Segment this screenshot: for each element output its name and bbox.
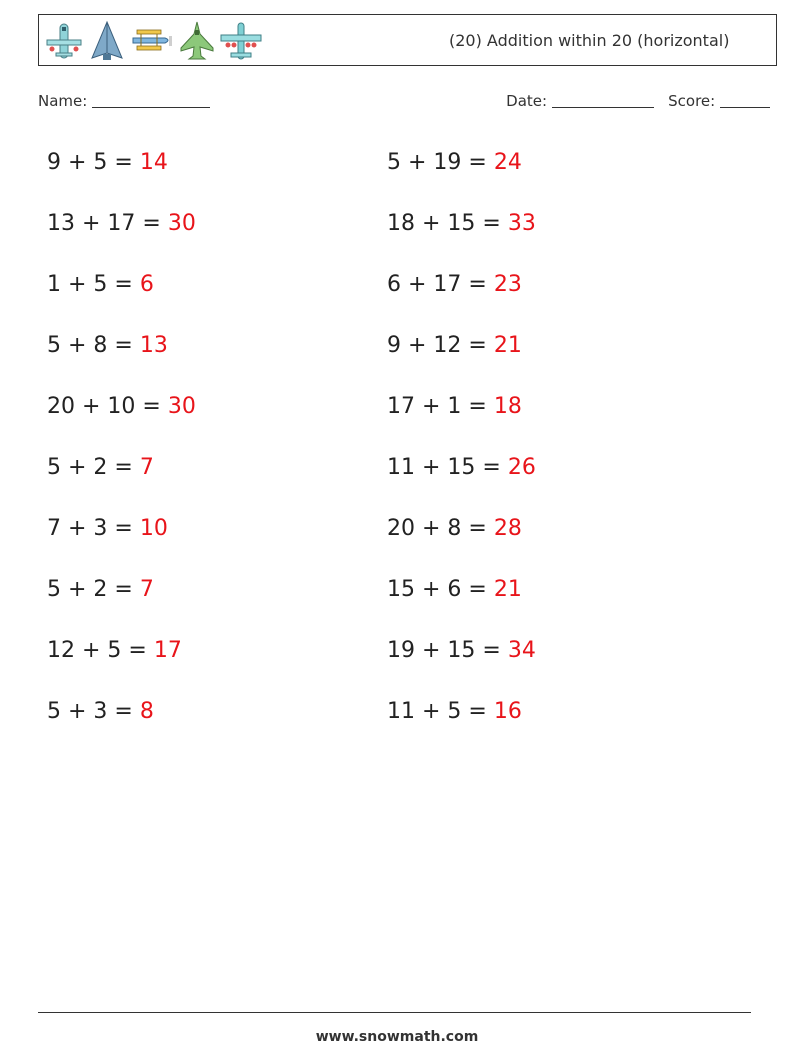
problem-question: 5 + 3 = <box>47 699 133 724</box>
problem-answer: 17 <box>153 638 182 663</box>
problem-question: 17 + 1 = <box>387 394 487 419</box>
problem-item <box>387 329 522 363</box>
problem-item <box>387 268 522 302</box>
problem-item <box>387 695 522 729</box>
footer-site: www.snowmath.com <box>315 1029 479 1045</box>
problem-row <box>47 207 747 268</box>
problem-item <box>47 207 196 241</box>
biplane-icon <box>129 20 175 62</box>
problem-item <box>387 634 536 668</box>
date-blank[interactable] <box>552 107 654 108</box>
problem-item <box>387 512 522 546</box>
header-icons <box>43 20 263 62</box>
date-label: Date: <box>506 92 548 110</box>
problem-row <box>47 634 747 695</box>
problem-item <box>47 329 168 363</box>
name-label: Name: <box>38 92 88 110</box>
problem-question: 13 + 17 = <box>47 211 161 236</box>
problem-grid <box>47 146 747 756</box>
problem-question: 1 + 5 = <box>47 272 133 297</box>
problem-question: 6 + 17 = <box>387 272 487 297</box>
problem-item <box>47 512 168 546</box>
problem-question: 5 + 8 = <box>47 333 133 358</box>
problem-question: 15 + 6 = <box>387 577 487 602</box>
problem-question: 5 + 2 = <box>47 577 133 602</box>
problem-question: 12 + 5 = <box>47 638 147 663</box>
problem-row <box>47 390 747 451</box>
problem-row <box>47 451 747 512</box>
problem-answer: 26 <box>507 455 536 480</box>
problem-item <box>47 695 154 729</box>
problem-answer: 24 <box>493 150 522 175</box>
fighter-jet-icon <box>179 20 215 62</box>
problem-answer: 33 <box>507 211 536 236</box>
cargo-plane-icon <box>219 20 263 62</box>
score-label: Score: <box>668 92 716 110</box>
problem-answer: 7 <box>139 577 154 602</box>
problem-answer: 21 <box>493 333 522 358</box>
problem-item <box>387 207 536 241</box>
problem-question: 7 + 3 = <box>47 516 133 541</box>
airplane-icon <box>43 20 85 62</box>
problem-item <box>387 390 522 424</box>
name-blank[interactable] <box>92 107 210 108</box>
problem-question: 11 + 15 = <box>387 455 501 480</box>
problem-question: 9 + 12 = <box>387 333 487 358</box>
problem-question: 19 + 15 = <box>387 638 501 663</box>
problem-answer: 28 <box>493 516 522 541</box>
date-score-fields <box>506 92 770 110</box>
problem-answer: 10 <box>139 516 168 541</box>
name-field <box>38 92 210 110</box>
problem-row <box>47 512 747 573</box>
problem-item <box>47 268 154 302</box>
problem-item <box>47 573 154 607</box>
problem-question: 11 + 5 = <box>387 699 487 724</box>
score-blank[interactable] <box>720 107 770 108</box>
problem-answer: 30 <box>167 394 196 419</box>
problem-question: 5 + 19 = <box>387 150 487 175</box>
problem-answer: 8 <box>139 699 154 724</box>
stealth-jet-icon <box>89 20 125 62</box>
problem-item <box>47 451 154 485</box>
problem-answer: 34 <box>507 638 536 663</box>
problem-row <box>47 268 747 329</box>
problem-row <box>47 573 747 634</box>
problem-row <box>47 146 747 207</box>
worksheet-header <box>38 14 777 66</box>
problem-answer: 16 <box>493 699 522 724</box>
problem-answer: 23 <box>493 272 522 297</box>
footer-divider <box>38 1012 751 1013</box>
problem-answer: 21 <box>493 577 522 602</box>
problem-row <box>47 695 747 756</box>
problem-answer: 30 <box>167 211 196 236</box>
problem-item <box>47 390 196 424</box>
problem-answer: 14 <box>139 150 168 175</box>
problem-question: 9 + 5 = <box>47 150 133 175</box>
problem-item <box>387 573 522 607</box>
problem-question: 20 + 10 = <box>47 394 161 419</box>
problem-answer: 18 <box>493 394 522 419</box>
problem-item <box>387 146 522 180</box>
problem-answer: 13 <box>139 333 168 358</box>
problem-answer: 7 <box>139 455 154 480</box>
problem-item <box>47 146 168 180</box>
problem-item <box>47 634 182 668</box>
problem-answer: 6 <box>139 272 154 297</box>
problem-question: 18 + 15 = <box>387 211 501 236</box>
problem-row <box>47 329 747 390</box>
problem-item <box>387 451 536 485</box>
problem-question: 5 + 2 = <box>47 455 133 480</box>
problem-question: 20 + 8 = <box>387 516 487 541</box>
worksheet-title: (20) Addition within 20 (horizontal) <box>449 31 730 50</box>
